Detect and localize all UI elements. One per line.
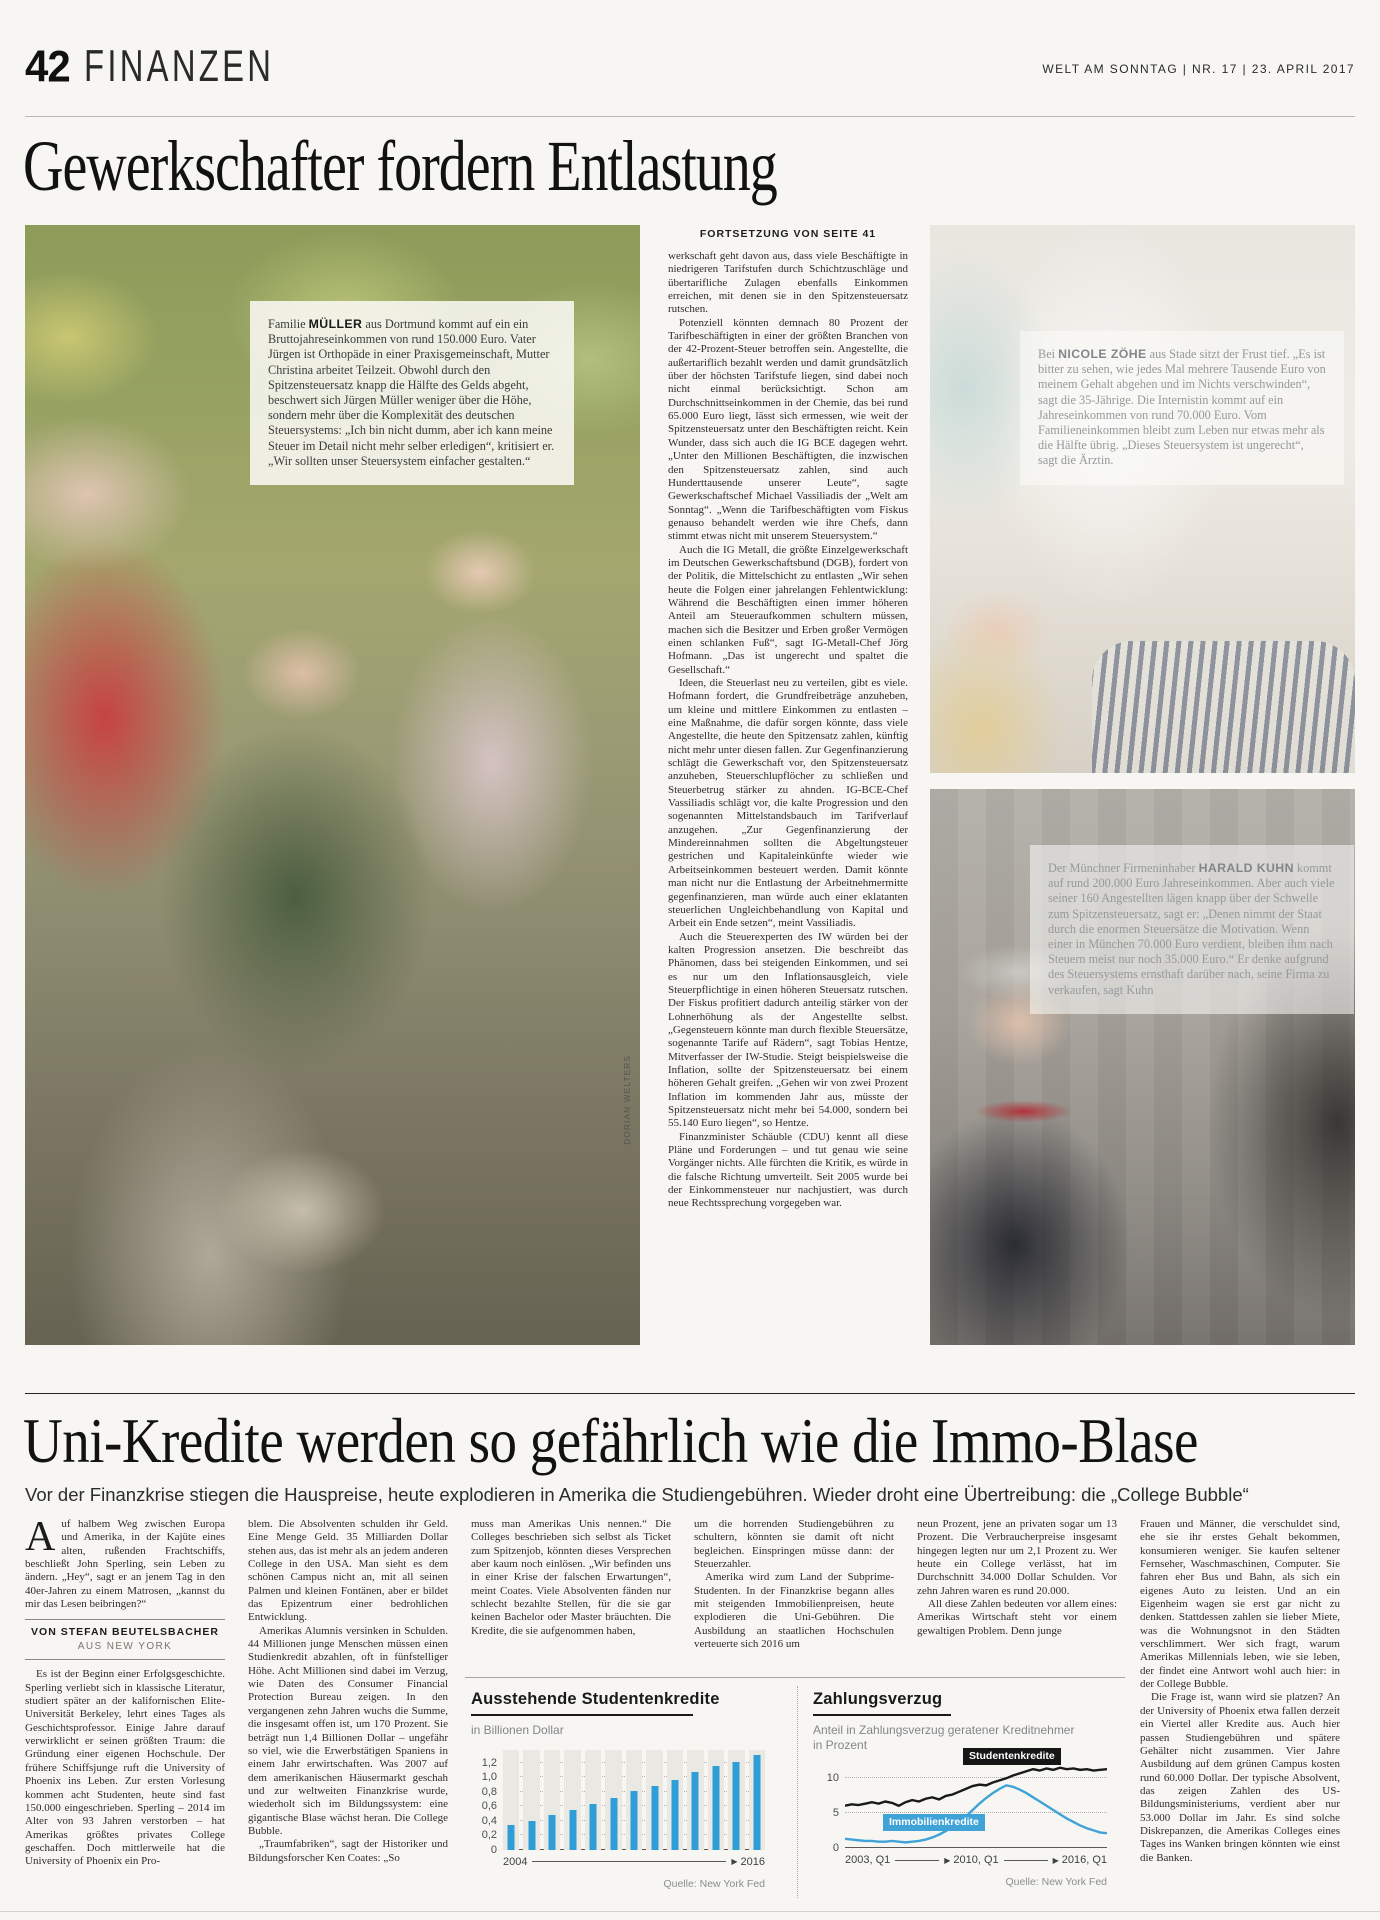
body-paragraph: Potenziell könnten demnach 80 Prozent der Tarifbeschäftigten in einer der größten Branchen von der 42-Prozent-Steuer betroffen sein. Angestellte, die außertariflich bezahlt werden und damit grundsätzlich über der höchsten Tarifstufe liegen, sind dabei noch nicht einmal berücksichtigt. Schon am Durchschnittseinkommen in der Chemie, das bei rund 65.000 Euro liegt, lässt sich ermessen, wie weit der Spitzensteuersatz unter den Beschäftigten reicht. Kein Wunder, dass sich auch die IG BCE dagegen wehrt. „Unter den Millionen Beschäftigten, die inzwischen den Spitzensteuersatz zahlen, sind auch Hunderttausende unserer Leute“, sagte Gewerkschaftschef Michael Vassiliadis der „Welt am Sonntag“. „Wenn die Tarifbeschäftigten vom Fiskus genauso behandelt werden wie ihre Chefs, dann stimmt etwas nicht mit unserem Steuersystem.“ xyxy=(668,316,908,543)
photo-caption-mueller xyxy=(250,301,574,485)
bar xyxy=(564,1750,580,1850)
bar xyxy=(503,1750,519,1850)
article2-column-3 xyxy=(471,1518,671,1668)
chart-student-loans-outstanding xyxy=(471,1690,783,1915)
bar xyxy=(626,1750,642,1850)
x-axis-end-label: 2016 xyxy=(740,1855,765,1868)
caption-text: Der Münchner Firmeninhaber HARALD KUHN kommt auf rund 200.000 Euro Jahreseinkommen. Aber auch viele seiner 160 Angestellten lägen knapp über der Schwelle zum Spitzensteuersatz, sagt er: „Denen nimmt der Staat durch die enormen Steuersätze die Motivation. Wenn einer in München 70.000 Euro verdient, bleiben ihm nach Steuern meist nur noch 35.000 Euro.“ Er denke aufgrund des Steuersystems ernsthaft darüber nach, seine Firma zu verkaufen, sagt Kuhn xyxy=(1048,861,1335,997)
page-number: 42 xyxy=(25,41,70,91)
photo-caption-kuhn xyxy=(1030,845,1354,1014)
article2-column-4 xyxy=(694,1518,894,1668)
bar xyxy=(605,1750,621,1850)
chart-title-rule xyxy=(471,1714,693,1716)
bar xyxy=(523,1750,539,1850)
body-paragraph: Frauen und Männer, die verschuldet sind, ehe sie ihr erstes Gehalt bekommen, konsumieren weniger. Sie kaufen seltener Fernseher, Waschmaschinen, Computer. Sie fahren eher Bus und Bahn, als sich ein eigenes Auto zu leisten. Und an ein Eigenheim wagen sie erst gar nicht zu denken. Stattdessen zahlen sie lieber Miete, was die Wohnungsnot in den Städten verschlimmert. Wer sich fragt, warum Amerikas Millennials leben, wie sie leben, der findet eine Antwort wohl auch hier: in der College Bubble. xyxy=(1140,1518,1340,1691)
article2-standfirst: Vor der Finanzkrise stiegen die Hauspreise, heute explodieren in Amerika die Studiengebühren. Wieder droht eine Übertreibung: die „College Bubble“ xyxy=(25,1484,1249,1505)
masthead-info: WELT AM SONNTAG | NR. 17 | 23. APRIL 2017 xyxy=(1042,62,1355,76)
article2-column-6 xyxy=(1140,1518,1340,1908)
article1-headline: Gewerkschafter fordern Entlastung xyxy=(23,127,777,207)
chart-divider-dotted xyxy=(797,1686,798,1898)
body-paragraph: Die Frage ist, wann wird sie platzen? An der University of Phoenix etwa fallen derzeit ein Viertel aller Kredite aus. Auch hier passen Studiengebühren und spätere Gehälter nicht zusammen. Vier Jahre Ausbildung auf dem grünen Campus kosten rund 60.000 Dollar. Der typische Absolvent, das zeigen Zahlen des US-Bildungsministeriums, verdient aber nur 53.000 Dollar im Jahr. Es sind solche Diskrepanzen, die Amerikas Colleges eines Tages ins Wanken bringen könnten wie einst die Banken. xyxy=(1140,1691,1340,1864)
chart-title-rule xyxy=(813,1714,951,1716)
bar xyxy=(749,1750,765,1850)
arrow-right-icon: ▶ xyxy=(944,1855,951,1865)
article2-column-5 xyxy=(917,1518,1117,1668)
arrow-right-icon: ▶ xyxy=(731,1857,738,1866)
x-axis-label: 2016, Q1 xyxy=(1061,1854,1108,1866)
photo-nicole-zoehe xyxy=(930,225,1355,773)
header-rule xyxy=(25,116,1355,117)
bar xyxy=(544,1750,560,1850)
bar xyxy=(585,1750,601,1850)
body-paragraph: All diese Zahlen bedeuten vor allem eines: Amerikas Wirtschaft steht vor einem gewaltigen Problem. Denn junge xyxy=(917,1598,1117,1637)
bar xyxy=(667,1750,683,1850)
body-paragraph: blem. Die Absolventen schulden ihr Geld. Eine Menge Geld. 35 Milliarden Dollar stehen aus, das ist mehr als an jedem anderen College in den USA. Man sieht es dem schönen Campus nicht an, mit all seinen Palmen und kleinen Fontänen, aber er bildet das Epizentrum einer bedrohlichen Entwicklung. xyxy=(248,1518,448,1624)
chart-subtitle: Anteil in Zahlungsverzug geratener Kreditnehmer in Prozent xyxy=(813,1723,1075,1752)
body-paragraph: Amerikas Alumnis versinken in Schulden. 44 Millionen junge Menschen müssen einen Studienkredit abzahlen, oft in fünfstelliger Höhe. Acht Millionen sind dabei im Verzug, wie Daten des Consumer Financial Protection Bureau zeigen. In den vergangenen zehn Jahren wuchs die Summe, die insgesamt offen ist, um 170 Prozent. Sie beträgt nun 1,4 Billionen Dollar – ungefähr so viel, wie die Erwerbstätigen Spaniens in einem Jahr erwirtschaften. Was 2007 auf dem amerikanischen Häusermarkt geschah und zur weltweiten Finanzkrise wurde, wiederholt sich im Bildungssystem: eine gigantische Blase wächst heran. Die College Bubble. xyxy=(248,1624,448,1837)
article2-headline: Uni-Kredite werden so gefährlich wie die Immo-Blase xyxy=(23,1405,1198,1476)
body-paragraph: Amerika wird zum Land der Subprime-Studenten. In der Finanzkrise begann alles mit steigenden Immobilienpreisen, heute explodieren die Uni-Gebühren. Die Ausbildung an staatlichen Hochschulen verteuerte sich 2016 um xyxy=(694,1571,894,1651)
body-paragraph: Auch die Steuerexperten des IW würden bei der kalten Progression ansetzen. Die beschreibt das Phänomen, dass bei steigenden Einkommen, und sei es nur um den Inflationsausgleich, viele Steuerpflichtige in einen höheren Steuersatz rutschen. Der Fiskus profitiert dadurch anteilig stärker von der Lohnerhöhung als der Angestellte selbst. „Gegensteuern könnte man durch flexible Steuersätze, sogenannte Tarife auf Rädern“, sagt Tobias Hentze, Mitverfasser der IW-Studie. Steigt beispielsweise die Inflation, sollte der Spitzensteuersatz bei einem höheren Gehalt greifen. „Gehen wir von zwei Prozent Inflation im kommenden Jahr aus, müsste der Spitzensteuersatz nicht mehr bei 54.000, sondern bei 55.140 Euro liegen“, so Hentze. xyxy=(668,930,908,1130)
body-paragraph: Ideen, die Steuerlast neu zu verteilen, gibt es viele. Hofmann fordert, die Grundfreibeträge anzuheben, um kleine und mittlere Einkommen zu entlasten – eine Maßnahme, die dafür sorgen könnte, dass viele Angestellte, die heute den Spitzensatz zahlen, künftig nicht mehr unter diesen fallen. Zur Gegenfinanzierung schlägt die Gewerkschaft vor, den Spitzensteuersatz anzuheben, Steuerschlupflöcher zu schließen und Steuerbetrug stärker zu ahnden. IG-BCE-Chef Vassiliadis schlägt vor, die kalte Progression und den sogenannten Mittelstandsbauch im Tarifverlauf anzugehen. „Zur Gegenfinanzierung der Mindereinnahmen sollten die Abgeltungsteuer gestrichen und Kapitaleinkünfte wieder wie Arbeitseinkommen besteuert werden. Damit könnte man nicht nur die Entlastung der Arbeitnehmermitte gegenfinanzieren, man würde auch einer eklatanten steuerlichen Ungleichbehandlung von Kapital und Arbeit ein Ende setzen“, meint Vassiliadis. xyxy=(668,677,908,930)
x-axis xyxy=(503,1856,765,1868)
article2-column-2 xyxy=(248,1518,448,1908)
body-paragraph: um die horrenden Studiengebühren zu schultern, könnten sie damit oft nicht begleichen. Einspringen müsse dann: der Steuerzahler. xyxy=(694,1518,894,1571)
caption-text: Familie MÜLLER aus Dortmund kommt auf ein ein Bruttojahreseinkommen von rund 150.000 Euro. Vater Jürgen ist Orthopäde in einer Praxisgemeinschaft, Mutter Christina arbeitet Teilzeit. Obwohl durch den Spitzensteuersatz knapp die Hälfte des Gelds abgeht, beschwert sich Jürgen Müller weniger über die Höhe, sondern mehr über die Komplexität des deutschen Steuersystems: „Ich bin nicht dumm, aber ich kann meine Steuer im Detail nicht mehr selber erledigen“, kritisiert er. „Wir sollten unser Steuersystem einfacher gestalten.“ xyxy=(268,317,555,468)
byline-location: AUS NEW YORK xyxy=(77,1641,173,1653)
page-bottom-rule xyxy=(0,1911,1380,1912)
body-paragraph: Auch die IG Metall, die größte Einzelgewerkschaft im Deutschen Gewerkschaftsbund (DGB), fordert von der Politik, die Mittelschicht zu entlasten „Wir sehen heute die Folgen einer jahrelangen Fehlentwicklung: Während die Beschäftigten einen immer höheren Anteil am Steueraufkommen schultern müssen, machen sich die Besitzer und Erben großer Vermögen einen schlanken Fuß“, sagt IG-Metall-Chef Jörg Hofmann. „Das ist ungerecht und spaltet die Gesellschaft.“ xyxy=(668,543,908,676)
body-paragraph: muss man Amerikas Unis nennen.“ Die Colleges beschrieben sich selbst als Ticket zum Spitzenjob, könnten dieses Versprechen aber kaum noch einlösen. „Wir befinden uns in einer Krise der falschen Erwartungen“, meint Coates. Viele Absolventen fänden nur schlecht bezahlte Stellen, für die sie gar keinen Bachelor oder Master bräuchten. Die Kredite, die sie aufgenommen haben, xyxy=(471,1518,671,1637)
legend-badge-mortgages: Immobilienkredite xyxy=(883,1814,985,1831)
bar-plot: 0 0,2 0,4 0,6 0,8 1,0 1,2 xyxy=(503,1750,765,1850)
body-paragraph: werkschaft geht davon aus, dass viele Beschäftigte in niedrigeren Tarifstufen durch Schichtzuschläge und übertarifliche Zulagen ebenfalls Einkommen erreichen, mit denen sie in den Spitzensteuersatz rutschen. xyxy=(668,250,908,316)
body-paragraph: Es ist der Beginn einer Erfolgsgeschichte. Sperling verliebt sich in klassische Literatur, studiert später an der kalifornischen Elite-Universität Berkeley, lehrt eines Tages als Geschichtsprofessor. Einige Jahre darauf verwirklicht er seinen größten Traum: die Gründung einer eigenen Hochschule. Der frühere Schiffsjunge ruft die University of Phoenix ins Leben. Zur ersten Vorlesung kommen acht Studenten, heute sind fast 150.000 eingeschrieben. Sperling – 2014 im Alter von 93 Jahren verstorben – hat Amerikas größtes privates College geschaffen. Doch mittlerweile hat die University of Phoenix ein Pro- xyxy=(25,1668,225,1868)
body-paragraph: „Traumfabriken“, sagt der Historiker und Bildungsforscher Ken Coates: „So xyxy=(248,1838,448,1864)
chart-title: Zahlungsverzug xyxy=(813,1690,943,1708)
photo-credit: DORIAN WELTERS xyxy=(622,1055,632,1145)
bar xyxy=(708,1750,724,1850)
x-axis-line xyxy=(1004,1860,1048,1861)
chart-title: Ausstehende Studentenkredite xyxy=(471,1690,720,1708)
x-axis-line xyxy=(895,1860,939,1861)
chart-source: Quelle: New York Fed xyxy=(663,1877,765,1890)
folio xyxy=(25,41,316,92)
x-axis-start-label: 2004 xyxy=(503,1855,528,1868)
byline xyxy=(25,1619,225,1660)
x-axis-line xyxy=(532,1861,726,1862)
chart-source: Quelle: New York Fed xyxy=(1005,1876,1107,1888)
drop-cap: A xyxy=(25,1518,56,1560)
x-axis-label: 2010, Q1 xyxy=(953,1854,999,1866)
bar xyxy=(687,1750,703,1850)
byline-author: VON STEFAN BEUTELSBACHER xyxy=(31,1626,219,1639)
x-axis-label: 2003, Q1 xyxy=(845,1854,891,1866)
section-title: FINANZEN xyxy=(83,41,274,91)
photo-caption-zoehe xyxy=(1020,331,1344,485)
article-divider xyxy=(25,1393,1355,1394)
chart-area-rule xyxy=(465,1677,1125,1678)
intro-paragraph: Auf halbem Weg zwischen Europa und Amerika, in der Kajüte eines alten, rußenden Frachtschiffs, beschließt John Sperling, sein Leben zu ändern. „Hey“, sagt er an jenem Tag in den 40er-Jahren zu einem Matrosen, „kannst du mir das Lesen beibringen?“ xyxy=(25,1518,225,1611)
caption-text: Bei NICOLE ZÖHE aus Stade sitzt der Frust tief. „Es ist bitter zu sehen, wie jedes Mal mehrere Tausende Euro von meinem Gehalt abgehen und im Nichts verschwinden“, sagt die 35-Jährige. Die Internistin kommt auf ein Jahreseinkommen von rund 70.000 Euro. Vom Familieneinkommen bleibt zum Leben nur etwas mehr als die Hälfte übrig. „Dieses Steuersystem ist ungerecht“, sagt die Ärztin. xyxy=(1038,347,1326,468)
chart-delinquency xyxy=(813,1690,1125,1915)
bar xyxy=(646,1750,662,1850)
chart-subtitle: in Billionen Dollar xyxy=(471,1723,564,1737)
legend-badge-student-loans: Studentenkredite xyxy=(963,1748,1061,1765)
continuation-kicker: FORTSETZUNG VON SEITE 41 xyxy=(699,228,877,240)
body-paragraph: Finanzminister Schäuble (CDU) kennt all diese Pläne und Forderungen – und tut genau wie seine Vorgänger nichts. Alle fürchten die Kritik, es würde in die falsche Richtung umverteilt. Seit 2005 wurde bei der Einkommensteuer nur nachjustiert, was durch neue Rechtssprechung vorgegeben war. xyxy=(668,1130,908,1210)
arrow-right-icon: ▶ xyxy=(1052,1855,1059,1865)
line-plot: 0 5 10 Studentenkredite Immobilienkredite xyxy=(845,1760,1107,1848)
bar-series xyxy=(503,1750,765,1850)
article1-body-column xyxy=(668,250,908,1346)
bar xyxy=(728,1750,744,1850)
article2-column-1 xyxy=(25,1518,225,1908)
striped-sweater xyxy=(1092,641,1356,773)
line-series xyxy=(845,1760,1107,1848)
photo-family-mueller xyxy=(25,225,640,1345)
body-paragraph: neun Prozent, jene an privaten sogar um 13 Prozent. Die Verbraucherpreise insgesamt hingegen legten nur um 2,1 Prozent zu. Wer heute ein College verlässt, hat im Durchschnitt 34.000 Dollar Schulden. Vor zehn Jahren waren es rund 20.000. xyxy=(917,1518,1117,1597)
photo-harald-kuhn xyxy=(930,789,1355,1345)
x-axis xyxy=(845,1854,1107,1866)
